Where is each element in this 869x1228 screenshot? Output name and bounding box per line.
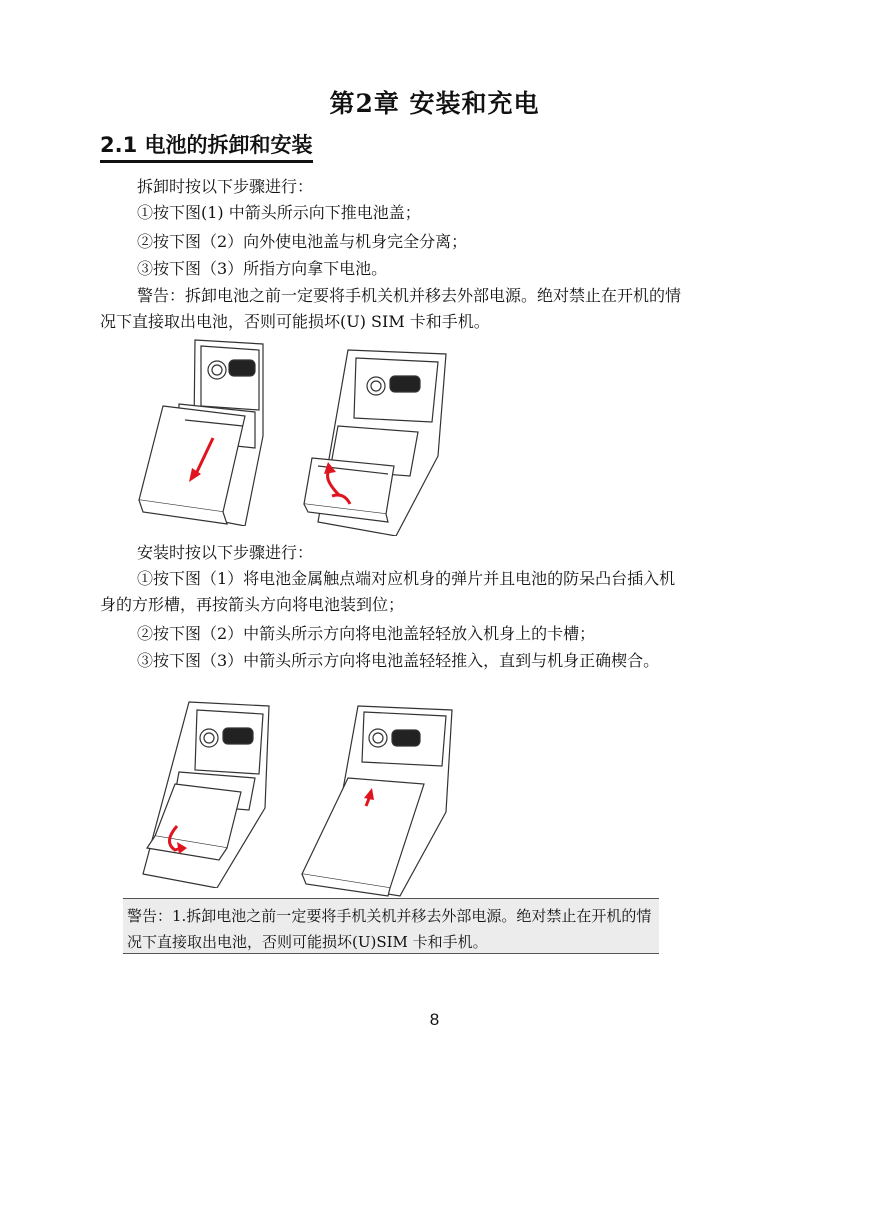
- figure-remove-2: [298, 346, 468, 536]
- phone-illustration: [298, 346, 468, 536]
- chapter-title: 第2章 安装和充电: [329, 89, 540, 118]
- page-number: 8: [429, 1010, 440, 1029]
- section-title: 2.1 电池的拆卸和安装: [100, 131, 313, 163]
- phone-illustration: [137, 698, 282, 888]
- remove-step-2: ②按下图（2）向外使电池盖与机身完全分离；: [137, 232, 468, 251]
- phone-illustration: [133, 336, 278, 526]
- warning-note-box: 警告：1.拆卸电池之前一定要将手机关机并移去外部电源。绝对禁止在开机的情况下直接取出电池，否则可能损坏(U)SIM 卡和手机。: [123, 898, 659, 954]
- phone-illustration: [296, 702, 461, 898]
- figure-install-2: [296, 702, 461, 898]
- remove-step-3: ③按下图（3）所指方向拿下电池。: [137, 259, 388, 278]
- install-step-3: ③按下图（3）中箭头所示方向将电池盖轻轻推入，直到与机身正确楔合。: [137, 651, 660, 670]
- install-intro: 安装时按以下步骤进行：: [137, 543, 314, 562]
- remove-step-1: ①按下图(1) 中箭头所示向下推电池盖；: [137, 203, 421, 222]
- figure-remove-1: [133, 336, 278, 526]
- figure-install-1: [137, 698, 282, 888]
- remove-intro: 拆卸时按以下步骤进行：: [137, 177, 314, 196]
- remove-warning: 警告：拆卸电池之前一定要将手机关机并移去外部电源。绝对禁止在开机的情况下直接取出电池，否则可能损坏(U) SIM 卡和手机。: [100, 286, 682, 331]
- install-step-2: ②按下图（2）中箭头所示方向将电池盖轻轻放入机身上的卡槽；: [137, 624, 596, 643]
- install-step-1: ①按下图（1）将电池金属触点端对应机身的弹片并且电池的防呆凸台插入机身的方形槽，再按箭头方向将电池装到位；: [100, 569, 676, 614]
